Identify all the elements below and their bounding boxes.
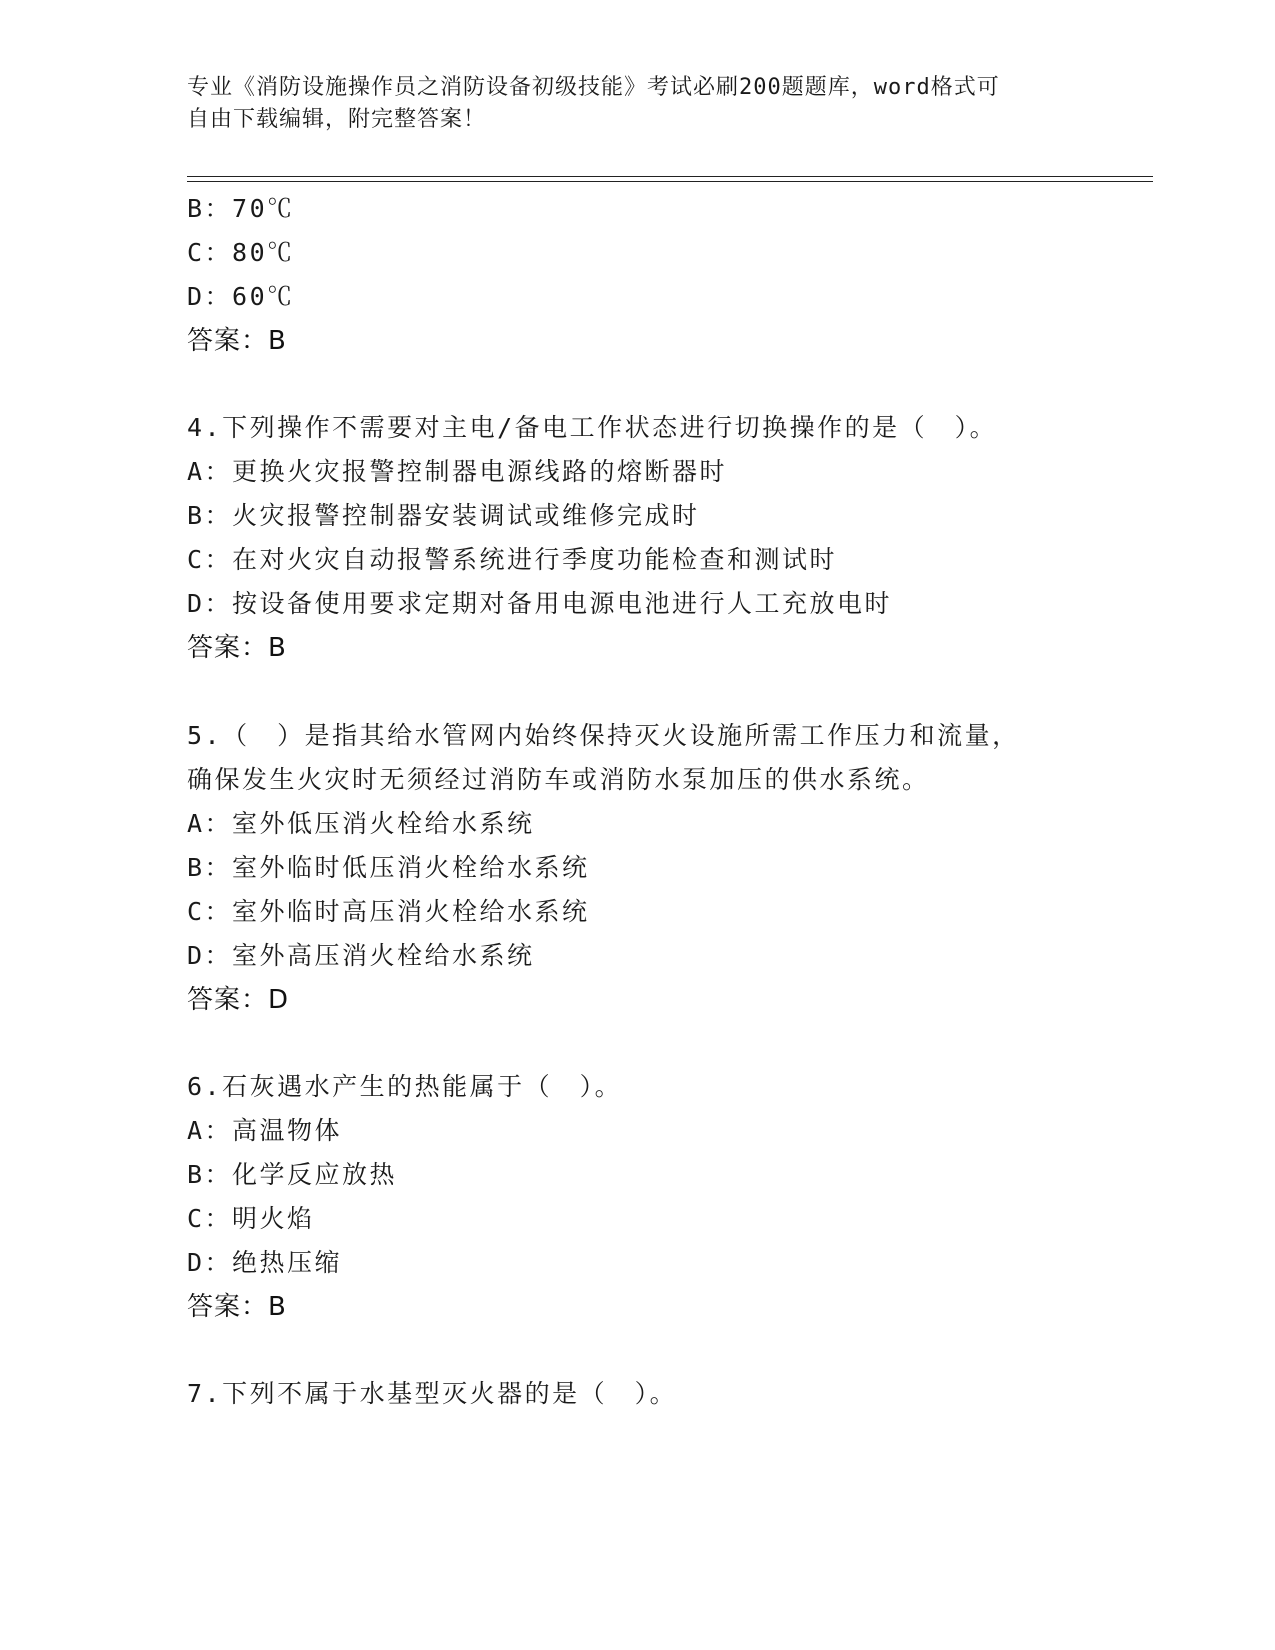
- prev-option-d: D：60℃: [187, 282, 295, 311]
- q6-answer: 答案：B: [187, 1292, 287, 1322]
- prev-option-b: B：70℃: [187, 194, 295, 223]
- q5-stem-line-2: 确保发生火灾时无须经过消防车或消防水泵加压的供水系统。: [187, 765, 930, 794]
- q6-stem: 6.石灰遇水产生的热能属于（ ）。: [187, 1072, 623, 1101]
- q5-stem-line-1: 5.（ ）是指其给水管网内始终保持灭火设施所需工作压力和流量，: [187, 721, 1020, 750]
- q4-option-b: B：火灾报警控制器安装调试或维修完成时: [187, 501, 700, 530]
- q5-option-d: D：室外高压消火栓给水系统: [187, 941, 535, 970]
- q4-stem: 4.下列操作不需要对主电/备电工作状态进行切换操作的是（ ）。: [187, 413, 998, 442]
- header-title-line-1: 专业《消防设施操作员之消防设备初级技能》考试必刷200题题库，word格式可: [187, 75, 1000, 100]
- prev-answer: 答案：B: [187, 326, 287, 356]
- q5-option-a: A：室外低压消火栓给水系统: [187, 809, 535, 838]
- q6-option-a: A：高温物体: [187, 1116, 343, 1145]
- header-title-line-2: 自由下载编辑，附完整答案！: [187, 107, 487, 132]
- q7-stem: 7.下列不属于水基型灭火器的是（ ）。: [187, 1379, 678, 1408]
- header-rule-bottom: [187, 181, 1153, 182]
- q6-option-b: B：化学反应放热: [187, 1160, 398, 1189]
- page-header: [187, 72, 1067, 136]
- q5-answer: 答案：D: [187, 985, 290, 1015]
- q6-option-d: D：绝热压缩: [187, 1248, 343, 1277]
- q4-answer: 答案：B: [187, 633, 287, 663]
- header-rule-top: [187, 176, 1153, 177]
- q5-option-b: B：室外临时低压消火栓给水系统: [187, 853, 590, 882]
- q5-option-c: C：室外临时高压消火栓给水系统: [187, 897, 590, 926]
- prev-option-c: C：80℃: [187, 238, 295, 267]
- q4-option-a: A：更换火灾报警控制器电源线路的熔断器时: [187, 457, 728, 486]
- q4-option-d: D：按设备使用要求定期对备用电源电池进行人工充放电时: [187, 589, 893, 618]
- q4-option-c: C：在对火灾自动报警系统进行季度功能检查和测试时: [187, 545, 838, 574]
- q6-option-c: C：明火焰: [187, 1204, 315, 1233]
